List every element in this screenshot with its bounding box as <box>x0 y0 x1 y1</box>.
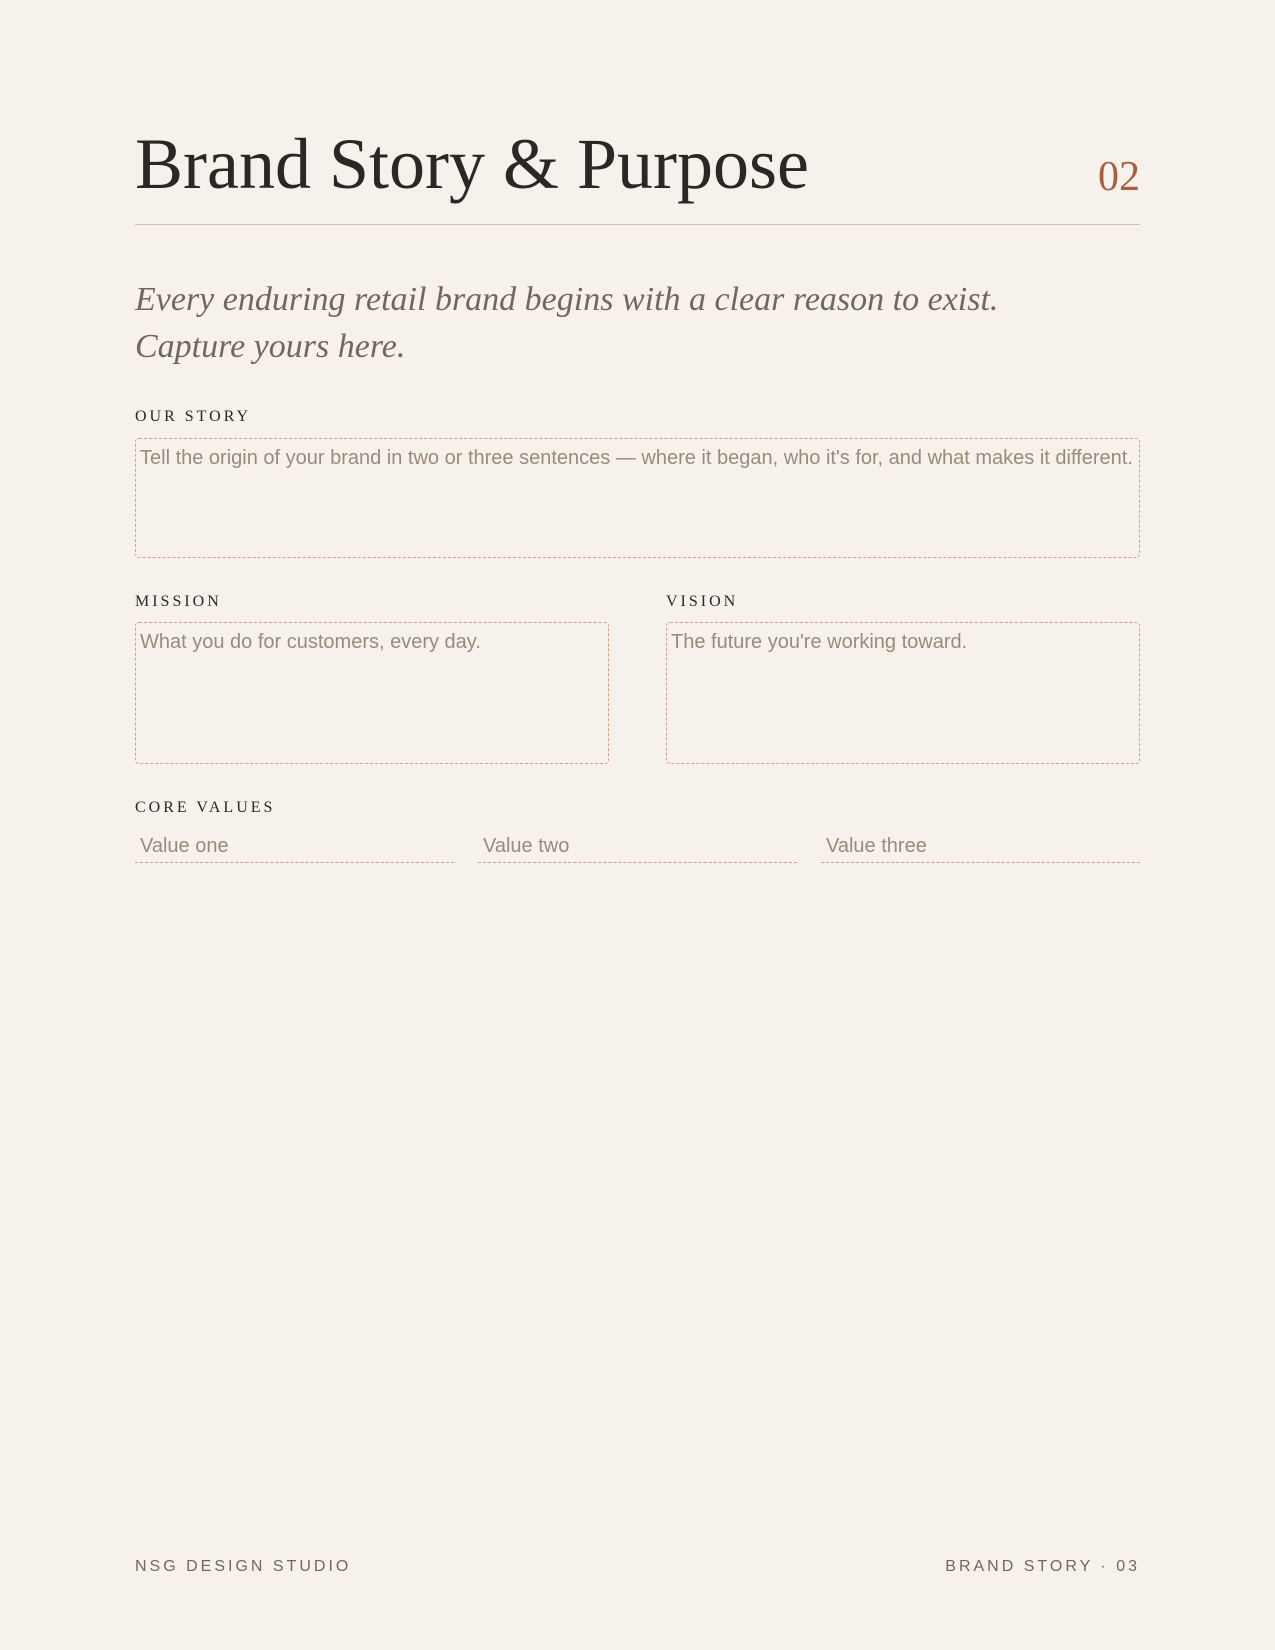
section-number: 02 <box>1098 154 1140 200</box>
our-story-label: OUR STORY <box>135 408 252 425</box>
our-story-field[interactable] <box>135 438 1140 558</box>
value-one-input[interactable] <box>135 830 454 863</box>
mission-field[interactable] <box>135 622 609 764</box>
vision-label: VISION <box>666 593 739 610</box>
mission-label: MISSION <box>135 593 222 610</box>
page-header <box>135 118 1140 225</box>
value-two-input[interactable] <box>478 830 797 863</box>
page-title: Brand Story & Purpose <box>135 124 809 204</box>
page <box>135 0 1140 1650</box>
vision-field[interactable] <box>666 622 1140 764</box>
core-values-label: CORE VALUES <box>135 799 276 816</box>
footer-page-label: BRAND STORY · 03 <box>945 1558 1140 1575</box>
value-three-input[interactable] <box>821 830 1140 863</box>
intro-text: Every enduring retail brand begins with a clear reason to exist. Capture yours here. <box>135 281 999 365</box>
footer-studio-name: NSG DESIGN STUDIO <box>135 1558 352 1575</box>
